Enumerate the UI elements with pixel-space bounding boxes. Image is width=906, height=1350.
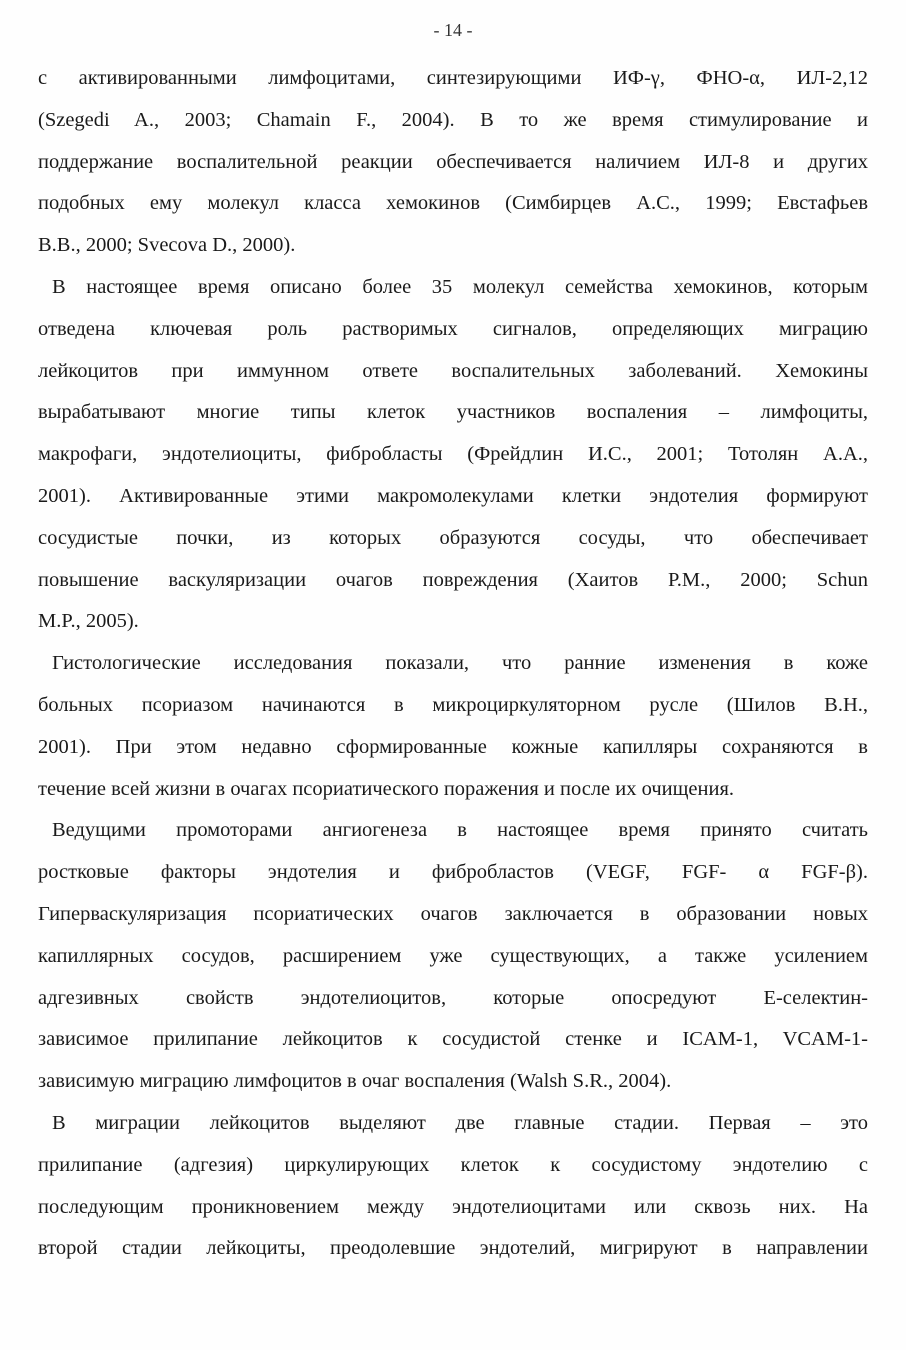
text-line: подобных ему молекул класса хемокинов (Симбирцев А.С., 1999; Евстафьев — [38, 192, 868, 215]
text-line: зависимую миграцию лимфоцитов в очаг воспаления (Walsh S.R., 2004). — [38, 1070, 672, 1093]
text-line: Гистологические исследования показали, что ранние изменения в коже — [52, 652, 868, 675]
text-line: В настоящее время описано более 35 молекул семейства хемокинов, которым — [52, 275, 868, 298]
text-line: течение всей жизни в очагах псориатического поражения и после их очищения. — [38, 777, 734, 800]
text-line: второй стадии лейкоциты, преодолевшие эндотелий, мигрируют в направлении — [38, 1237, 868, 1260]
text-line: 2001). При этом недавно сформированные кожные капилляры сохраняются в — [38, 735, 868, 758]
text-line: поддержание воспалительной реакции обеспечивается наличием ИЛ-8 и других — [38, 150, 868, 173]
text-line: зависимое прилипание лейкоцитов к сосудистой стенке и ICAM-1, VCAM-1- — [38, 1028, 868, 1051]
text-line: адгезивных свойств эндотелиоцитов, которые опосредуют Е-селектин- — [38, 986, 868, 1009]
text-line: M.P., 2005). — [38, 610, 139, 633]
text-line: лейкоцитов при иммунном ответе воспалительных заболеваний. Хемокины — [38, 359, 868, 382]
text-line: 2001). Активированные этими макромолекулами клетки эндотелия формируют — [38, 484, 868, 507]
text-line: ростковые факторы эндотелия и фибробластов (VEGF, FGF- α FGF-β). — [38, 861, 868, 884]
text-line: Ведущими промоторами ангиогенеза в настоящее время принято считать — [52, 819, 868, 842]
body-text — [38, 58, 868, 1270]
text-line: (Szegedi A., 2003; Chamain F., 2004). В то же время стимулирование и — [38, 108, 868, 131]
page-number: - 14 - — [433, 20, 473, 40]
text-line: больных псориазом начинаются в микроциркуляторном русле (Шилов В.Н., — [38, 693, 868, 716]
text-line: сосудистые почки, из которых образуются сосуды, что обеспечивает — [38, 526, 868, 549]
text-line: вырабатывают многие типы клеток участников воспаления – лимфоциты, — [38, 401, 868, 424]
text-line: макрофаги, эндотелиоциты, фибробласты (Фрейдлин И.С., 2001; Тотолян А.А., — [38, 443, 868, 466]
text-line: прилипание (адгезия) циркулирующих клеток к сосудистому эндотелию с — [38, 1153, 868, 1176]
text-line: В миграции лейкоцитов выделяют две главные стадии. Первая – это — [52, 1111, 868, 1134]
text-line: В.В., 2000; Svecova D., 2000). — [38, 234, 296, 257]
text-line: повышение васкуляризации очагов повреждения (Хаитов Р.М., 2000; Schun — [38, 568, 868, 591]
text-line: отведена ключевая роль растворимых сигналов, определяющих миграцию — [38, 317, 868, 340]
text-line: последующим проникновением между эндотелиоцитами или сквозь них. На — [38, 1195, 868, 1218]
text-line: капиллярных сосудов, расширением уже существующих, а также усилением — [38, 944, 868, 967]
text-line: с активированными лимфоцитами, синтезирующими ИФ-γ, ФНО-α, ИЛ-2,12 — [38, 67, 868, 89]
text-line: Гиперваскуляризация псориатических очагов заключается в образовании новых — [38, 902, 868, 925]
